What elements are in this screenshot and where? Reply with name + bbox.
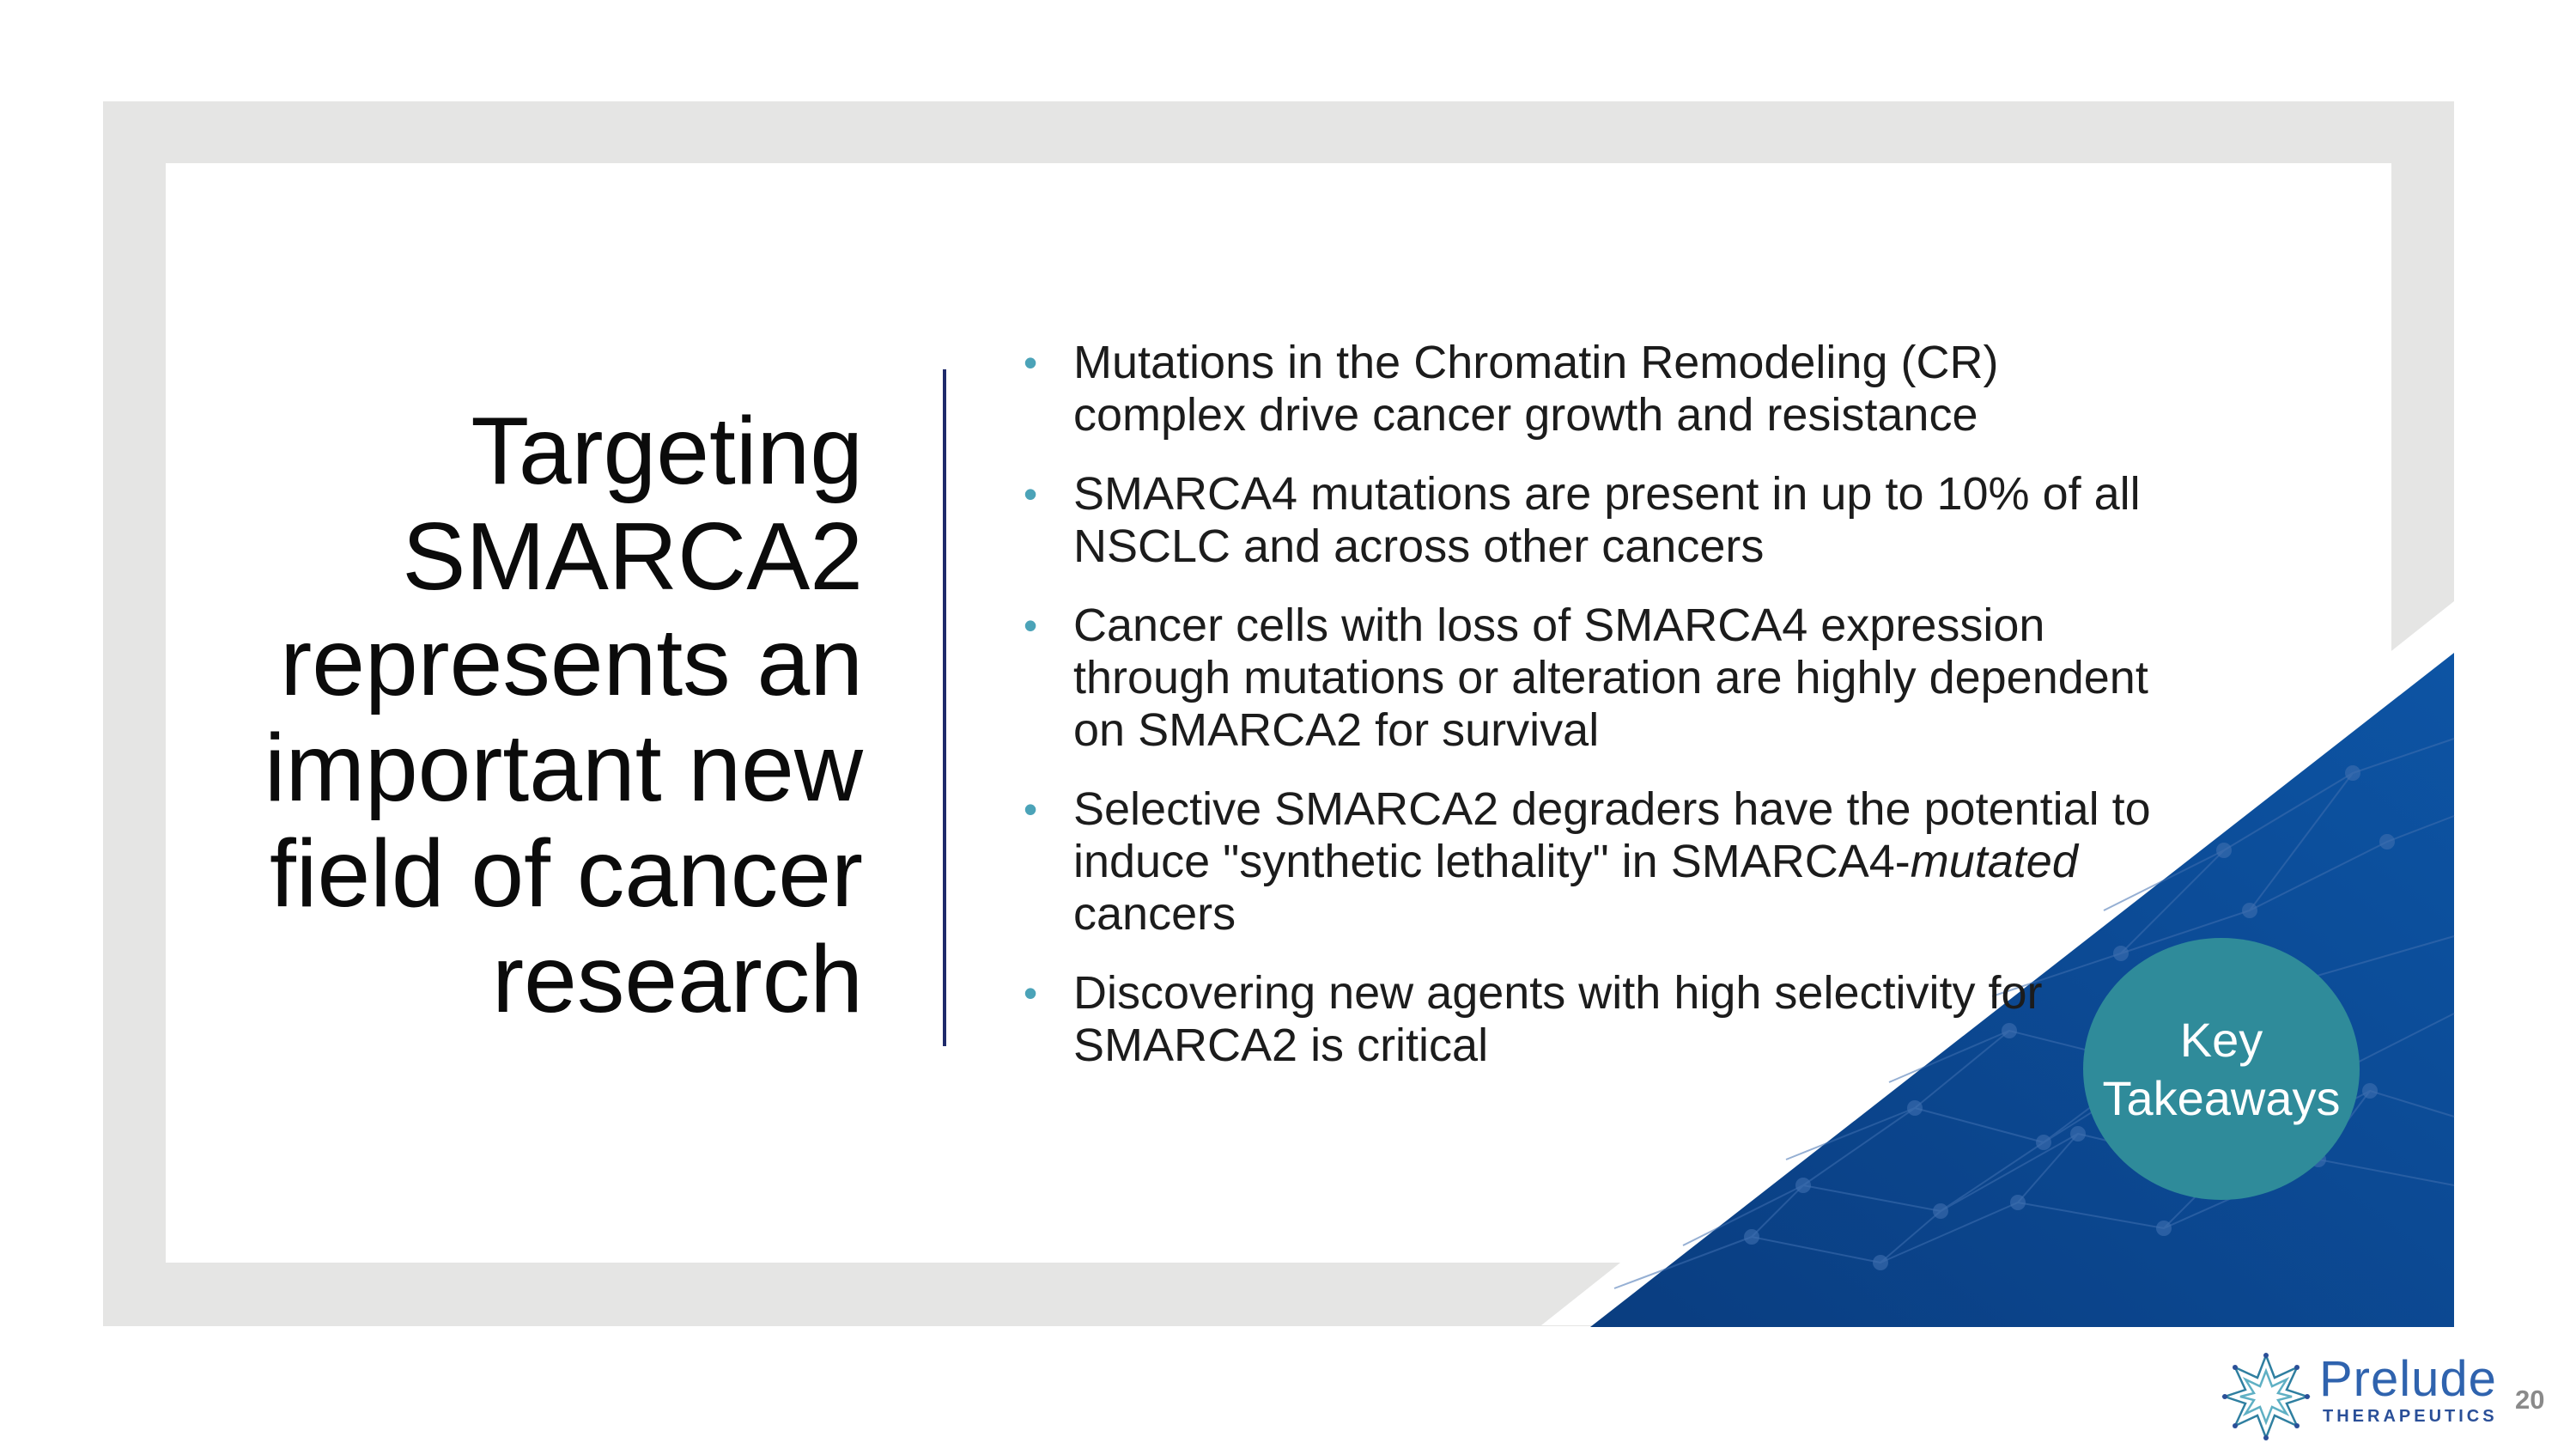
logo-subtitle: THERAPEUTICS [2323, 1407, 2498, 1426]
key-takeaways-badge [2083, 938, 2360, 1200]
company-logo [2220, 1350, 2498, 1443]
bullet-text: Selective SMARCA2 degraders have the potential to induce "synthetic lethality" in SMARCA4- [1073, 783, 2151, 887]
list-item [1020, 337, 2162, 441]
badge-line: Takeaways [2102, 1070, 2341, 1125]
bullet-icon: • [1024, 472, 1038, 516]
vertical-divider [943, 369, 946, 1046]
title-line: Targeting [471, 398, 863, 504]
logo-name: Prelude [2319, 1351, 2497, 1407]
slide-title [176, 399, 863, 1032]
title-line: SMARCA2 [402, 503, 863, 610]
title-line: research [492, 926, 863, 1032]
takeaway-list [1020, 337, 2162, 1099]
prelude-starburst-icon [2220, 1350, 2312, 1443]
badge-line: Key [2179, 1012, 2263, 1067]
page-number: 20 [2515, 1385, 2545, 1415]
bullet-icon: • [1024, 971, 1038, 1015]
bullet-text: Discovering new agents with high selectivity for SMARCA2 is critical [1073, 967, 2043, 1071]
bullet-text-tail: cancers [1073, 888, 1236, 940]
title-line: field of cancer [269, 820, 863, 927]
bullet-icon: • [1024, 603, 1038, 648]
bullet-text: Cancer cells with loss of SMARCA4 expression through mutations or alteration are highly dependent on SMARCA2 for survival [1073, 600, 2148, 756]
list-item [1020, 600, 2162, 757]
bullet-icon: • [1024, 787, 1038, 831]
title-line: important new [264, 715, 863, 821]
list-item [1020, 783, 2162, 941]
bullet-text: SMARCA4 mutations are present in up to 10% of all NSCLC and across other cancers [1073, 468, 2141, 572]
list-item [1020, 967, 2162, 1072]
list-item [1020, 468, 2162, 573]
bullet-text: Mutations in the Chromatin Remodeling (CR) complex drive cancer growth and resistance [1073, 337, 1999, 441]
bullet-icon: • [1024, 340, 1038, 385]
bullet-italic-text: mutated [1910, 836, 2078, 887]
title-line: represents an [280, 609, 863, 715]
